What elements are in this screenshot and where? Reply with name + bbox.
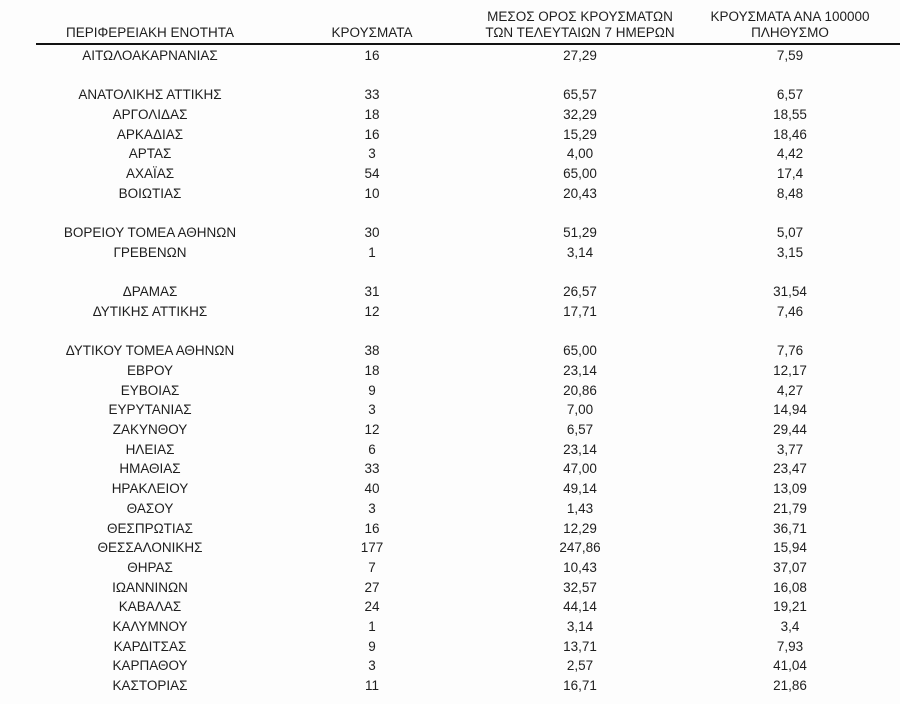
cell-avg7day: 20,86 bbox=[563, 382, 597, 398]
cell-cases: 10 bbox=[364, 185, 380, 201]
cell-region: ΔΥΤΙΚΟΥ ΤΟΜΕΑ ΑΘΗΝΩΝ bbox=[65, 343, 235, 359]
column-header-per100k-line1: ΚΡΟΥΣΜΑΤΑ ΑΝΑ 100000 bbox=[710, 9, 870, 24]
table-row bbox=[36, 499, 900, 519]
table-row bbox=[36, 538, 900, 558]
cell-region: ΑΡΚΑΔΙΑΣ bbox=[116, 126, 184, 142]
cell-region: ΚΑΡΠΑΘΟΥ bbox=[112, 658, 188, 674]
cell-cases: 9 bbox=[368, 638, 376, 654]
row-group-spacer bbox=[36, 204, 900, 224]
cell-avg7day: 23,14 bbox=[563, 363, 597, 378]
cell-per100k: 12,17 bbox=[773, 363, 807, 378]
table-row bbox=[36, 341, 900, 361]
cell-per100k: 31,54 bbox=[773, 284, 807, 300]
cell-per100k: 7,59 bbox=[776, 48, 804, 63]
cell-avg7day: 13,71 bbox=[563, 638, 597, 654]
cell-avg7day: 26,57 bbox=[563, 284, 597, 300]
cell-avg7day: 247,86 bbox=[559, 540, 601, 556]
cell-cases: 7 bbox=[368, 559, 376, 575]
cell-avg7day: 10,43 bbox=[563, 559, 597, 575]
column-header-cases bbox=[264, 25, 480, 44]
cell-avg7day: 65,00 bbox=[563, 343, 597, 359]
cell-per100k: 18,55 bbox=[773, 107, 807, 123]
table-row bbox=[36, 361, 900, 381]
cell-per100k: 21,79 bbox=[773, 500, 807, 516]
cell-per100k: 4,42 bbox=[776, 146, 804, 162]
cell-region: ΘΕΣΣΑΛΟΝΙΚΗΣ bbox=[97, 540, 203, 556]
cell-cases: 31 bbox=[364, 284, 380, 300]
cell-cases: 16 bbox=[364, 126, 380, 142]
table-row bbox=[36, 243, 900, 263]
cell-region: ΑΡΓΟΛΙΔΑΣ bbox=[112, 107, 188, 123]
table-row bbox=[36, 381, 900, 401]
table-row bbox=[36, 400, 900, 420]
cell-avg7day: 7,00 bbox=[566, 402, 594, 418]
cell-avg7day: 47,00 bbox=[563, 461, 597, 477]
table-body bbox=[36, 45, 900, 696]
table-row bbox=[36, 105, 900, 125]
table-row bbox=[36, 164, 900, 184]
cell-region: ΑΧΑΪΑΣ bbox=[125, 166, 175, 182]
cell-cases: 24 bbox=[364, 599, 380, 615]
cell-cases: 3 bbox=[368, 500, 376, 516]
cell-per100k: 3,15 bbox=[776, 244, 804, 260]
cell-cases: 40 bbox=[364, 481, 380, 497]
cell-region: ΗΡΑΚΛΕΙΟΥ bbox=[111, 481, 189, 497]
cell-avg7day: 44,14 bbox=[563, 599, 597, 615]
table-row bbox=[36, 125, 900, 145]
cell-avg7day: 17,71 bbox=[563, 303, 597, 319]
column-header-cases-label: ΚΡΟΥΣΜΑΤΑ bbox=[331, 24, 413, 40]
cell-per100k: 16,08 bbox=[773, 579, 807, 595]
cell-region: ΑΡΤΑΣ bbox=[128, 146, 172, 162]
column-header-region-label: ΠΕΡΙΦΕΡΕΙΑΚΗ ΕΝΟΤΗΤΑ bbox=[65, 24, 235, 40]
cell-avg7day: 49,14 bbox=[563, 481, 597, 497]
cell-region: ΗΛΕΙΑΣ bbox=[125, 441, 175, 457]
cell-cases: 12 bbox=[364, 422, 380, 438]
table-row bbox=[36, 578, 900, 598]
cell-region: ΒΟΡΕΙΟΥ ΤΟΜΕΑ ΑΘΗΝΩΝ bbox=[63, 225, 237, 241]
cell-avg7day: 2,57 bbox=[566, 658, 594, 674]
cell-per100k: 15,94 bbox=[773, 540, 807, 556]
cell-per100k: 7,76 bbox=[776, 343, 804, 359]
cell-avg7day: 27,29 bbox=[563, 48, 597, 63]
cell-per100k: 18,46 bbox=[773, 126, 807, 142]
cell-avg7day: 65,00 bbox=[563, 166, 597, 182]
cell-cases: 18 bbox=[364, 107, 380, 123]
cell-region: ΚΑΡΔΙΤΣΑΣ bbox=[113, 638, 187, 654]
table-row bbox=[36, 676, 900, 696]
cell-avg7day: 12,29 bbox=[563, 520, 597, 536]
cell-cases: 54 bbox=[364, 166, 380, 182]
cell-per100k: 41,04 bbox=[773, 658, 807, 674]
cell-cases: 1 bbox=[368, 244, 376, 260]
cell-cases: 3 bbox=[368, 146, 376, 162]
cell-avg7day: 15,29 bbox=[563, 126, 597, 142]
cell-region: ΑΙΤΩΛΟΑΚΑΡΝΑΝΙΑΣ bbox=[82, 48, 218, 63]
cell-cases: 3 bbox=[368, 658, 376, 674]
table-header-row bbox=[36, 0, 900, 45]
table-row bbox=[36, 558, 900, 578]
cell-per100k: 4,27 bbox=[776, 382, 804, 398]
cell-cases: 30 bbox=[364, 225, 380, 241]
cell-cases: 3 bbox=[368, 402, 376, 418]
cell-region: ΓΡΕΒΕΝΩΝ bbox=[113, 244, 187, 260]
cell-cases: 27 bbox=[364, 579, 380, 595]
column-header-region bbox=[36, 25, 264, 44]
cell-region: ΚΑΣΤΟΡΙΑΣ bbox=[112, 678, 188, 693]
table-row bbox=[36, 85, 900, 105]
cell-region: ΒΟΙΩΤΙΑΣ bbox=[118, 185, 182, 201]
cell-per100k: 7,93 bbox=[776, 638, 804, 654]
cell-avg7day: 3,14 bbox=[566, 618, 594, 634]
cell-region: ΔΥΤΙΚΗΣ ΑΤΤΙΚΗΣ bbox=[92, 303, 208, 319]
cell-cases: 12 bbox=[364, 303, 380, 319]
column-header-avg7day-line1: ΜΕΣΟΣ ΟΡΟΣ ΚΡΟΥΣΜΑΤΩΝ bbox=[487, 9, 673, 24]
cell-per100k: 37,07 bbox=[773, 559, 807, 575]
cell-avg7day: 51,29 bbox=[563, 225, 597, 241]
table-row bbox=[36, 282, 900, 302]
cell-region: ΘΗΡΑΣ bbox=[127, 559, 173, 575]
row-group-spacer bbox=[36, 322, 900, 342]
cell-region: ΕΒΡΟΥ bbox=[126, 363, 174, 378]
cell-avg7day: 1,43 bbox=[566, 500, 594, 516]
column-header-avg7day bbox=[480, 9, 680, 43]
cell-cases: 16 bbox=[364, 520, 380, 536]
cell-region: ΕΥΒΟΙΑΣ bbox=[120, 382, 180, 398]
table-row bbox=[36, 302, 900, 322]
table-row bbox=[36, 519, 900, 539]
table-row bbox=[36, 223, 900, 243]
table-row bbox=[36, 459, 900, 479]
row-group-spacer bbox=[36, 66, 900, 86]
row-group-spacer bbox=[36, 263, 900, 283]
cell-per100k: 21,86 bbox=[773, 678, 807, 693]
cell-region: ΑΝΑΤΟΛΙΚΗΣ ΑΤΤΙΚΗΣ bbox=[78, 87, 222, 103]
cell-region: ΔΡΑΜΑΣ bbox=[122, 284, 178, 300]
table-row bbox=[36, 184, 900, 204]
cell-avg7day: 6,57 bbox=[566, 422, 594, 438]
cell-per100k: 29,44 bbox=[773, 422, 807, 438]
cell-cases: 177 bbox=[360, 540, 384, 556]
table-row bbox=[36, 656, 900, 676]
table-row bbox=[36, 46, 900, 66]
column-header-per100k bbox=[680, 9, 900, 43]
cell-cases: 9 bbox=[368, 382, 376, 398]
cell-per100k: 17,4 bbox=[776, 166, 804, 182]
cell-per100k: 3,4 bbox=[780, 618, 800, 634]
cell-cases: 18 bbox=[364, 363, 380, 378]
cell-region: ΚΑΛΥΜΝΟΥ bbox=[112, 618, 188, 634]
cell-region: ΙΩΑΝΝΙΝΩΝ bbox=[112, 579, 188, 595]
cell-avg7day: 23,14 bbox=[563, 441, 597, 457]
table-row bbox=[36, 597, 900, 617]
cell-avg7day: 32,29 bbox=[563, 107, 597, 123]
cell-avg7day: 65,57 bbox=[563, 87, 597, 103]
cell-per100k: 3,77 bbox=[776, 441, 804, 457]
cell-avg7day: 20,43 bbox=[563, 185, 597, 201]
cell-region: ΚΑΒΑΛΑΣ bbox=[118, 599, 182, 615]
column-header-avg7day-line2: ΤΩΝ ΤΕΛΕΥΤΑΙΩΝ 7 ΗΜΕΡΩΝ bbox=[485, 24, 675, 40]
cell-avg7day: 3,14 bbox=[566, 244, 594, 260]
cell-cases: 11 bbox=[364, 678, 379, 693]
cell-per100k: 19,21 bbox=[773, 599, 807, 615]
cell-per100k: 23,47 bbox=[773, 461, 807, 477]
cell-region: ΕΥΡΥΤΑΝΙΑΣ bbox=[108, 402, 192, 418]
cell-cases: 6 bbox=[368, 441, 376, 457]
cell-avg7day: 32,57 bbox=[563, 579, 597, 595]
cell-cases: 33 bbox=[364, 461, 380, 477]
cell-per100k: 36,71 bbox=[773, 520, 807, 536]
cell-avg7day: 16,71 bbox=[563, 678, 597, 693]
cell-cases: 1 bbox=[368, 618, 376, 634]
table-row bbox=[36, 440, 900, 460]
table-row bbox=[36, 144, 900, 164]
cell-per100k: 6,57 bbox=[776, 87, 804, 103]
column-header-per100k-line2: ΠΛΗΘΥΣΜΟ bbox=[751, 24, 829, 40]
cell-cases: 38 bbox=[364, 343, 380, 359]
cell-per100k: 13,09 bbox=[773, 481, 807, 497]
cell-per100k: 5,07 bbox=[776, 225, 804, 241]
cell-region: ΘΑΣΟΥ bbox=[126, 500, 174, 516]
cell-per100k: 7,46 bbox=[776, 303, 804, 319]
table-row bbox=[36, 637, 900, 657]
cell-cases: 16 bbox=[364, 48, 380, 63]
table-row bbox=[36, 420, 900, 440]
cell-region: ΗΜΑΘΙΑΣ bbox=[119, 461, 181, 477]
cell-per100k: 14,94 bbox=[773, 402, 807, 418]
table-row bbox=[36, 617, 900, 637]
cell-per100k: 8,48 bbox=[776, 185, 804, 201]
table-row bbox=[36, 479, 900, 499]
cell-region: ΘΕΣΠΡΩΤΙΑΣ bbox=[106, 520, 194, 536]
cell-region: ΖΑΚΥΝΘΟΥ bbox=[112, 422, 188, 438]
cell-cases: 33 bbox=[364, 87, 380, 103]
cell-avg7day: 4,00 bbox=[566, 146, 594, 162]
cases-table bbox=[36, 0, 900, 696]
